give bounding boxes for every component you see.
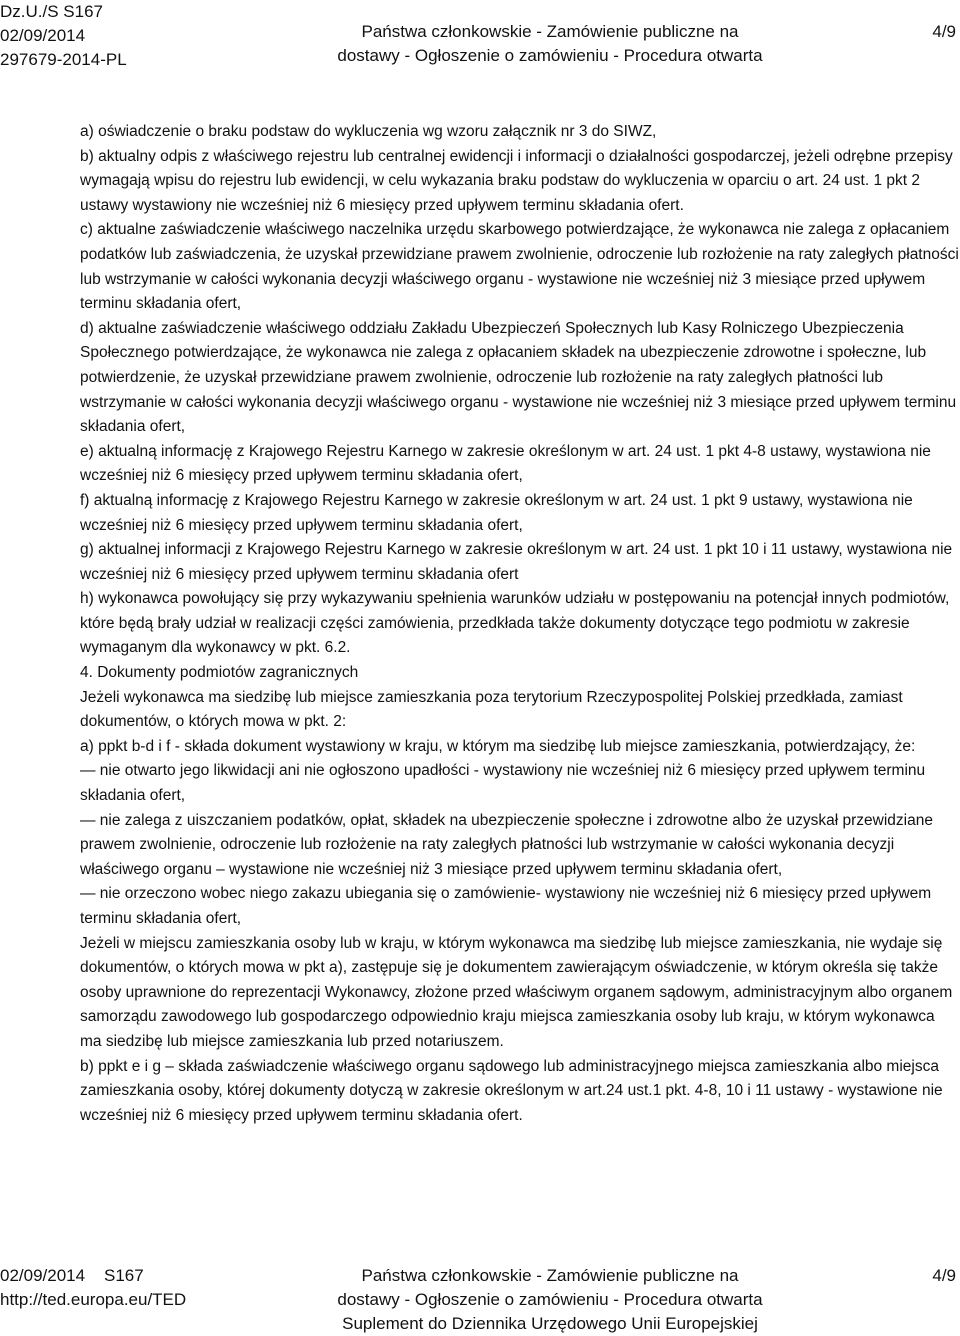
notice-id: 297679-2014-PL xyxy=(0,50,127,69)
dash-item-ban: — nie orzeczono wobec niego zakazu ubiegania się o zamówienie- wystawiony nie wcześniej niż 6 miesięcy przed upływem terminu składania ofert, xyxy=(80,885,932,927)
dash-item-liquidation: — nie otwarto jego likwidacji ani nie ogłoszono upadłości - wystawiony nie wcześniej niż 6 miesięcy przed upływem terminu składania ofert, xyxy=(80,762,926,805)
footer-date: 02/09/2014 xyxy=(0,1266,86,1285)
footer-page-number: 4/9 xyxy=(932,1266,956,1285)
section-heading-foreign-documents: 4. Dokumenty podmiotów zagranicznych xyxy=(80,664,359,682)
header-title-line1: Państwa członkowskie - Zamówienie publiczne na xyxy=(361,22,739,41)
document-body xyxy=(80,120,960,1128)
paragraph-h: h) wykonawca powołujący się przy wykazywaniu spełnienia warunków udziału w postępowaniu na potencjał innych podmiotów, które będą brały udział w realizacji części zamówienia, przedkłada także dokumenty dotyczące tego podmiotu w zakresie wymaganym dla wykonawcy w pkt. 6.2. xyxy=(80,590,950,657)
footer-title xyxy=(250,1264,850,1336)
footer-url: http://ted.europa.eu/TED xyxy=(0,1290,187,1309)
journal-reference: Dz.U./S S167 xyxy=(0,2,103,21)
paragraph-g: g) aktualnej informacji z Krajowego Rejestru Karnego w zakresie określonym w art. 24 ust. 1 pkt 10 i 11 ustawy, wystawiona nie wcześniej niż 6 miesięcy przed upływem terminu składania ofert xyxy=(80,541,953,583)
footer-series: S167 xyxy=(104,1266,144,1285)
paragraph-foreign-b: b) ppkt e i g – składa zaświadczenie właściwego organu sądowego lub administracyjnego miejsca zamieszkania albo miejsca zamieszkania osoby, której dokumenty dotyczą w zakresie określonym w art.24 ust.1 pkt. 4-8, 10 i 11 ustawy - wystawione nie wcześniej niż 6 miesięcy przed upływem terminu składania ofert. xyxy=(80,1057,943,1124)
paragraph-c: c) aktualne zaświadczenie właściwego naczelnika urzędu skarbowego potwierdzające, że wykonawca nie zalega z opłacaniem podatków lub zaświadczenia, że uzyskał przewidziane prawem zwolnienie, odroczenie lub rozłożenie na raty zaległych płatności lub wstrzymanie w całości wykonania decyzji właściwego organu - wystawione nie wcześniej niż 3 miesiące przed upływem terminu składania ofert, xyxy=(80,221,959,313)
dash-item-taxes: — nie zalega z uiszczaniem podatków, opłat, składek na ubezpieczenie społeczne i zdrowotne albo że uzyskał przewidziane prawem zwolnienie, odroczenie lub rozłożenie na raty zaległych płatności lub wstrzymanie w całości wykonania decyzji właściwego organu – wystawione nie wcześniej niż 3 miesiące przed upływem terminu składania ofert, xyxy=(80,811,933,878)
header-title xyxy=(250,20,850,68)
footer-supplement: Suplement do Dziennika Urzędowego Unii Europejskiej xyxy=(342,1314,758,1333)
paragraph-substitute-statement: Jeżeli w miejscu zamieszkania osoby lub w kraju, w którym wykonawca ma siedzibę lub miejsce zamieszkania, nie wydaje się dokumentów, o których mowa w pkt a), zastępuje się je dokumentem zawierającym oświadczenie, w którym określa się także osoby uprawnione do reprezentacji Wykonawcy, złożone przed właściwym organem sądowym, administracyjnym albo organem samorządu zawodowego lub gospodarczego odpowiednio kraju miejsca zamieszkania osoby lub kraju, w którym wykonawca ma siedzibę lub miejsce zamieszkania lub przed notariuszem. xyxy=(80,934,953,1050)
footer-date-series xyxy=(0,1264,186,1288)
header-left xyxy=(0,0,127,72)
paragraph-f: f) aktualną informację z Krajowego Rejestru Karnego w zakresie określonym w art. 24 ust. 1 pkt 9 ustawy, wystawiona nie wcześniej niż 6 miesięcy przed upływem terminu składania ofert, xyxy=(80,491,913,534)
header-title-line2: dostawy - Ogłoszenie o zamówieniu - Procedura otwarta xyxy=(337,46,763,65)
paragraph-foreign-intro: Jeżeli wykonawca ma siedzibę lub miejsce zamieszkania poza terytorium Rzeczypospolitej Polskiej przedkłada, zamiast dokumentów, o których mowa w pkt. 2: xyxy=(80,688,903,731)
paragraph-e: e) aktualną informację z Krajowego Rejestru Karnego w zakresie określonym w art. 24 ust. 1 pkt 4-8 ustawy, wystawiona nie wcześniej niż 6 miesięcy przed upływem terminu składania ofert, xyxy=(80,442,931,485)
paragraph-a: a) oświadczenie o braku podstaw do wykluczenia wg wzoru załącznik nr 3 do SIWZ, xyxy=(80,123,657,140)
paragraph-d: d) aktualne zaświadczenie właściwego oddziału Zakładu Ubezpieczeń Społecznych lub Kasy Rolniczego Ubezpieczenia Społecznego potwierdzające, że wykonawca nie zalega z opłacaniem składek na ubezpieczenie zdrowotne i społeczne, lub potwierdzenie, że uzyskał przewidziane prawem zwolnienie, odroczenie lub rozłożenie na raty zaległych płatności lub wstrzymanie w całości wykonania decyzji właściwego organu - wystawione nie wcześniej niż 3 miesiące przed upływem terminu składania ofert, xyxy=(80,319,957,436)
footer-left xyxy=(0,1264,186,1312)
header-date: 02/09/2014 xyxy=(0,26,86,45)
header-page-number: 4/9 xyxy=(932,22,956,41)
paragraph-b: b) aktualny odpis z właściwego rejestru lub centralnej ewidencji i informacji o działalności gospodarczej, jeżeli odrębne przepisy wymagają wpisu do rejestru lub ewidencji, w celu wykazania braku podstaw do wykluczenia w oparciu o art. 24 ust. 1 pkt 2 ustawy wystawiony nie wcześniej niż 6 miesięcy przed upływem terminu składania ofert. xyxy=(80,147,953,214)
footer-title-line2: dostawy - Ogłoszenie o zamówieniu - Procedura otwarta xyxy=(337,1290,763,1309)
footer-title-line1: Państwa członkowskie - Zamówienie publiczne na xyxy=(361,1266,739,1285)
paragraph-foreign-a: a) ppkt b-d i f - składa dokument wystawiony w kraju, w którym ma siedzibę lub miejsce zamieszkania, potwierdzający, że: xyxy=(80,737,916,755)
